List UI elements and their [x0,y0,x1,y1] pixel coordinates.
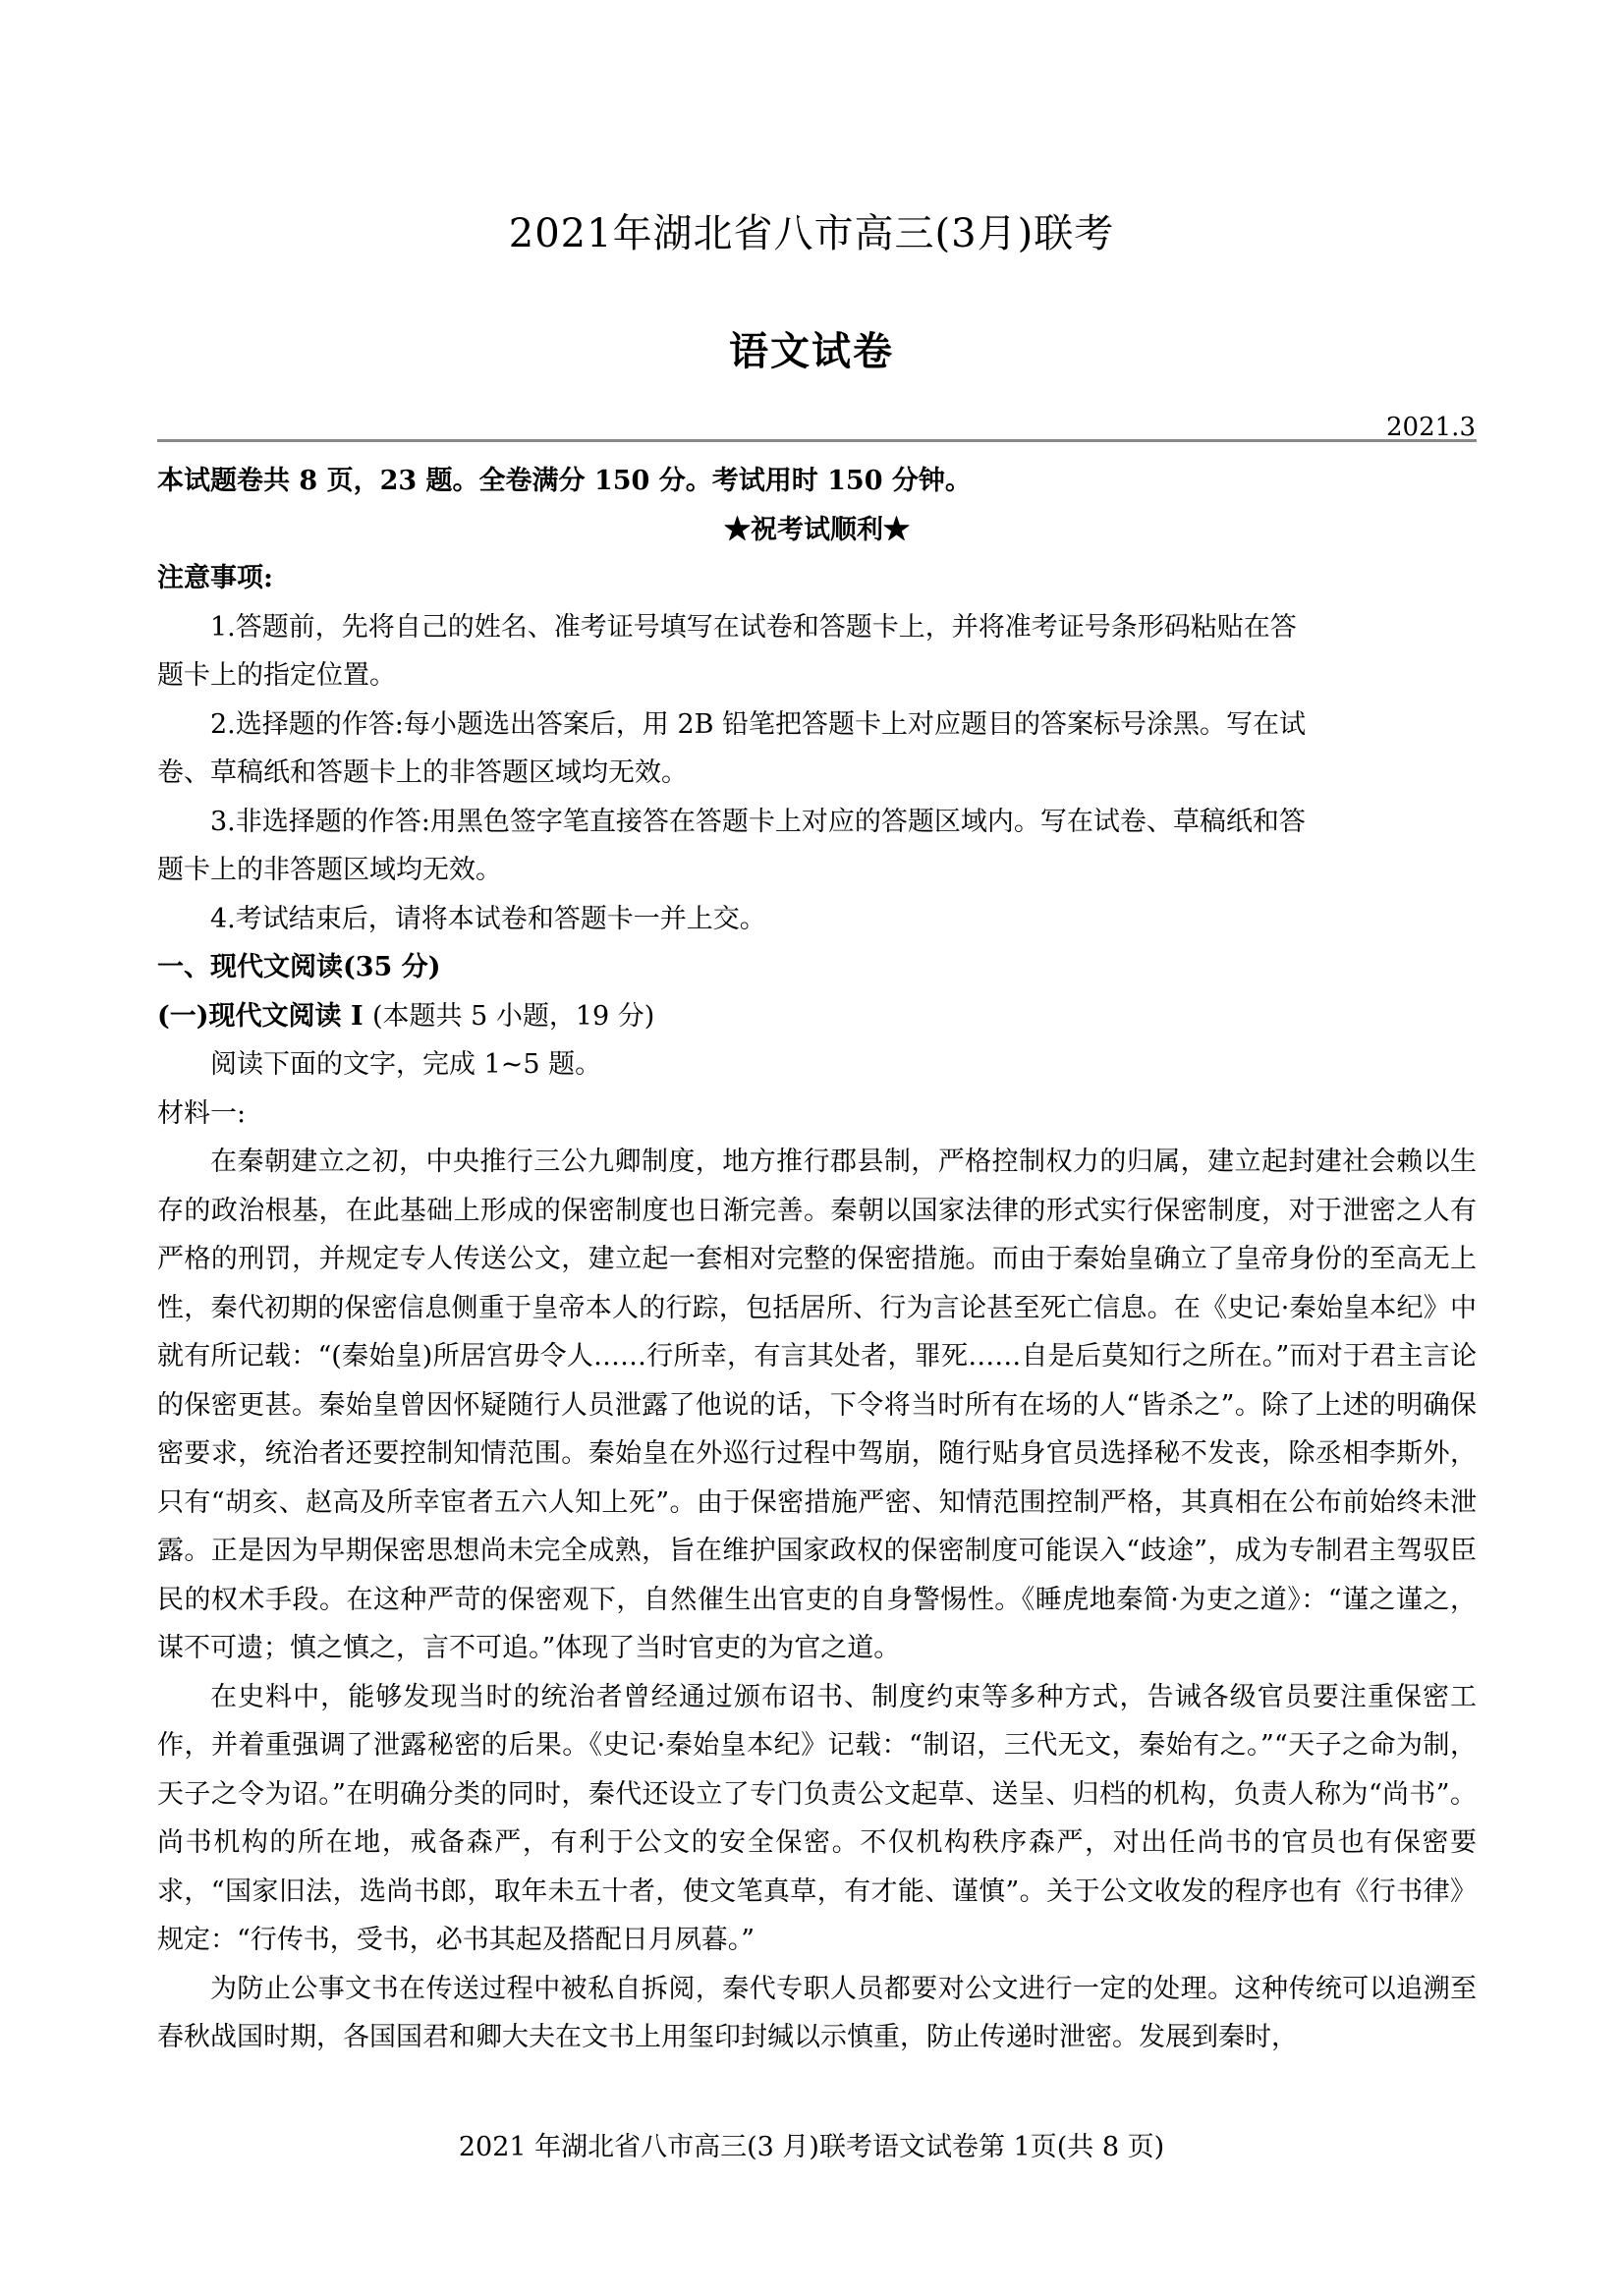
notice-item: 1.答题前，先将自己的姓名、准考证号填写在试卷和答题卡上，并将准考证号条形码粘贴在答题卡上的指定位置。 [157,611,1297,691]
exam-title: 2021年湖北省八市高三(3月)联考 [508,211,1115,256]
notice-item: 2.选择题的作答:每小题选出答案后，用 2B 铅笔把答题卡上对应题目的答案标号涂黑。写在试卷、草稿纸和答题卡上的非答题区域均无效。 [157,708,1307,788]
header-divider [157,439,1477,442]
body-paragraph: 为防止公事文书在传送过程中被私自拆阅，秦代专职人员都要对公文进行一定的处理。这种传统可以追溯至春秋战国时期，各国国君和卿大夫在文书上用玺印封缄以示慎重，防止传递时泄密。发展到秦时， [157,1973,1477,2052]
page-content [157,457,1477,2062]
notice-item: 3.非选择题的作答:用黑色签字笔直接答在答题卡上对应的答题区域内。写在试卷、草稿纸和答题卡上的非答题区域均无效。 [157,806,1306,885]
body-paragraph: 在史料中，能够发现当时的统治者曾经通过颁布诏书、制度约束等多种方式，告诫各级官员要注重保密工作，并着重强调了泄露秘密的后果。《史记·秦始皇本纪》记载：“制诏，三代无文，秦始有之。”“天子之命为制，天子之令为诏。”在明确分类的同时，秦代还设立了专门负责公文起草、送呈、归档的机构，负责人称为“尚书”。尚书机构的所在地，戒备森严，有利于公文的安全保密。不仅机构秩序森严，对出任尚书的官员也有保密要求，“国家旧法，选尚书郎，取年未五十者，使文笔真草，有才能、谨慎”。关于公文收发的程序也有《行书律》规定：“行传书，受书，必书其起及搭配日月夙暮。” [157,1681,1477,1955]
body-paragraph: 在秦朝建立之初，中央推行三公九卿制度，地方推行郡县制，严格控制权力的归属，建立起封建社会赖以生存的政治根基，在此基础上形成的保密制度也日渐完善。秦朝以国家法律的形式实行保密制度，对于泄密之人有严格的刑罚，并规定专人传送公文，建立起一套相对完整的保密措施。而由于秦始皇确立了皇帝身份的至高无上性，秦代初期的保密信息侧重于皇帝本人的行踪，包括居所、行为言论甚至死亡信息。在《史记·秦始皇本纪》中就有所记载：“(秦始皇)所居宫毋令人……行所幸，有言其处者，罪死……自是后莫知行之所在。”而对于君主言论的保密更甚。秦始皇曾因怀疑随行人员泄露了他说的话，下令将当时所有在场的人“皆杀之”。除了上述的明确保密要求，统治者还要控制知情范围。秦始皇在外巡行过程中驾崩，随行贴身官员选择秘不发丧，除丞相李斯外，只有“胡亥、赵高及所幸宦者五六人知上死”。由于保密措施严密、知情范围控制严格，其真相在公布前始终未泄露。正是因为早期保密思想尚未完全成熟，旨在维护国家政权的保密制度可能误入“歧途”，成为专制君主驾驭臣民的权术手段。在这种严苛的保密观下，自然催生出官吏的自身警惕性。《睡虎地秦简·为吏之道》：“谨之谨之，谋不可遗；慎之慎之，言不可追。”体现了当时官吏的为官之道。 [157,1147,1477,1663]
sub-heading-note: (本题共 5 小题，19 分) [371,1000,655,1032]
notice-item: 4.考试结束后，请将本试卷和答题卡一并上交。 [210,903,766,934]
material-label: 材料一: [157,1097,247,1129]
section-heading: 一、现代文阅读(35 分) [157,952,441,982]
reading-instruction: 阅读下面的文字，完成 1~5 题。 [210,1049,602,1080]
exam-date: 2021.3 [1386,413,1476,442]
exam-subtitle: 语文试卷 [729,328,894,374]
exam-wish: ★祝考试顺利★ [724,514,910,545]
notice-list [157,603,1316,944]
notice-title: 注意事项: [157,563,273,593]
exam-summary: 本试题卷共 8 页，23 题。全卷满分 150 分。考试用时 150 分钟。 [157,466,972,496]
sub-section-heading [157,992,1477,1041]
sub-heading-label: (一)现代文阅读 I [157,1000,372,1032]
page-footer: 2021 年湖北省八市高三(3 月)联考语文试卷第 1页(共 8 页) [458,2132,1165,2162]
